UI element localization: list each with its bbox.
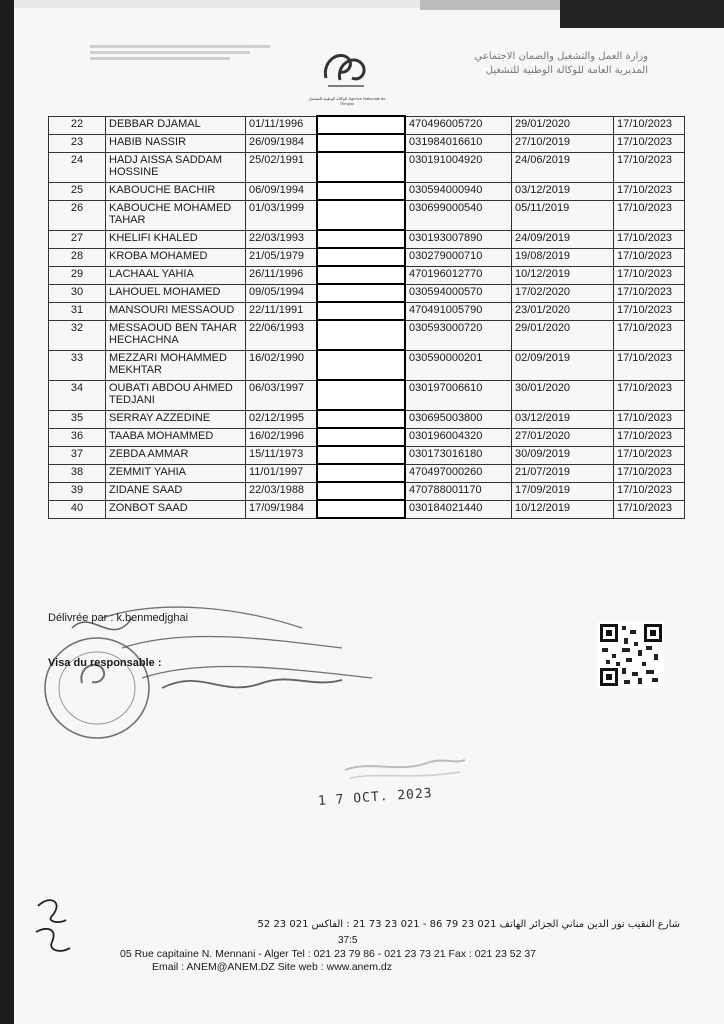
row-number: 34 bbox=[49, 380, 106, 410]
beneficiary-name: KABOUCHE MOHAMED TAHAR bbox=[106, 200, 246, 230]
issue-date: 17/10/2023 bbox=[614, 230, 685, 248]
birth-date: 26/11/1996 bbox=[246, 266, 318, 284]
issue-date: 17/10/2023 bbox=[614, 116, 685, 134]
issue-date: 17/10/2023 bbox=[614, 302, 685, 320]
beneficiary-name: MEZZARI MOHAMMED MEKHTAR bbox=[106, 350, 246, 380]
row-number: 31 bbox=[49, 302, 106, 320]
issue-date: 17/10/2023 bbox=[614, 482, 685, 500]
table-row bbox=[49, 302, 685, 320]
registration-date: 21/07/2019 bbox=[512, 464, 614, 482]
row-number: 23 bbox=[49, 134, 106, 152]
ministry-name: وزارة العمل والتشغيل والضمان الاجتماعي bbox=[474, 51, 648, 62]
registration-date: 30/01/2020 bbox=[512, 380, 614, 410]
registration-number: 470788001170 bbox=[405, 482, 512, 500]
birth-date: 16/02/1996 bbox=[246, 428, 318, 446]
registration-number: 030594000940 bbox=[405, 182, 512, 200]
registration-date: 10/12/2019 bbox=[512, 500, 614, 518]
issue-date: 17/10/2023 bbox=[614, 410, 685, 428]
table-row bbox=[49, 410, 685, 428]
table-row bbox=[49, 500, 685, 518]
footer-arabic: شارع النقيب نور الدين مناني الجزائر الهاتف 021 23 79 86 - 021 23 73 21 : الفاكس 021 23 52 bbox=[257, 919, 680, 930]
birth-date: 11/01/1997 bbox=[246, 464, 318, 482]
table-row bbox=[49, 320, 685, 350]
table-row bbox=[49, 482, 685, 500]
table-row bbox=[49, 116, 685, 134]
table-row bbox=[49, 350, 685, 380]
row-number: 30 bbox=[49, 284, 106, 302]
birth-date: 09/05/1994 bbox=[246, 284, 318, 302]
table-row bbox=[49, 464, 685, 482]
beneficiary-name: DEBBAR DJAMAL bbox=[106, 116, 246, 134]
registration-date: 17/02/2020 bbox=[512, 284, 614, 302]
issue-date: 17/10/2023 bbox=[614, 284, 685, 302]
issue-date: 17/10/2023 bbox=[614, 500, 685, 518]
issue-date: 17/10/2023 bbox=[614, 182, 685, 200]
beneficiary-name: KABOUCHE BACHIR bbox=[106, 182, 246, 200]
birth-date: 21/05/1979 bbox=[246, 248, 318, 266]
registration-date: 02/09/2019 bbox=[512, 350, 614, 380]
delivered-by: Délivrée par : k.benmedjghai bbox=[48, 612, 189, 624]
birth-date: 16/02/1990 bbox=[246, 350, 318, 380]
registration-number: 030695003800 bbox=[405, 410, 512, 428]
registration-date: 03/12/2019 bbox=[512, 182, 614, 200]
row-number: 32 bbox=[49, 320, 106, 350]
header-right-arabic bbox=[418, 50, 648, 78]
table-row bbox=[49, 182, 685, 200]
table-row bbox=[49, 266, 685, 284]
beneficiary-name: ZEBDA AMMAR bbox=[106, 446, 246, 464]
agency-name: المديرية العامة للوكالة الوطنية للتشغيل bbox=[485, 65, 648, 76]
beneficiary-name: KHELIFI KHALED bbox=[106, 230, 246, 248]
birth-date: 26/09/1984 bbox=[246, 134, 318, 152]
redacted-cell bbox=[317, 230, 405, 248]
beneficiary-name: HADJ AISSA SADDAM HOSSINE bbox=[106, 152, 246, 182]
responsible-visa: Visa du responsable : bbox=[48, 657, 162, 669]
registration-number: 030173016180 bbox=[405, 446, 512, 464]
footer-arabic-tail: 37:5 bbox=[338, 935, 358, 946]
registration-number: 030191004920 bbox=[405, 152, 512, 182]
redacted-cell bbox=[317, 446, 405, 464]
registration-number: 030196004320 bbox=[405, 428, 512, 446]
registration-date: 05/11/2019 bbox=[512, 200, 614, 230]
registration-number: 030279000710 bbox=[405, 248, 512, 266]
issue-date: 17/10/2023 bbox=[614, 248, 685, 266]
scan-edge-top bbox=[560, 0, 724, 28]
registration-date: 23/01/2020 bbox=[512, 302, 614, 320]
birth-date: 22/03/1993 bbox=[246, 230, 318, 248]
table-row bbox=[49, 380, 685, 410]
header-left-faint-text bbox=[90, 42, 290, 60]
birth-date: 22/11/1991 bbox=[246, 302, 318, 320]
redacted-cell bbox=[317, 482, 405, 500]
registration-date: 03/12/2019 bbox=[512, 410, 614, 428]
table-row bbox=[49, 134, 685, 152]
registration-number: 470496005720 bbox=[405, 116, 512, 134]
row-number: 35 bbox=[49, 410, 106, 428]
row-number: 27 bbox=[49, 230, 106, 248]
registration-number: 030590000201 bbox=[405, 350, 512, 380]
registration-date: 30/09/2019 bbox=[512, 446, 614, 464]
table-row bbox=[49, 428, 685, 446]
registration-number: 030594000570 bbox=[405, 284, 512, 302]
registration-date: 10/12/2019 bbox=[512, 266, 614, 284]
redacted-cell bbox=[317, 116, 405, 134]
table-row bbox=[49, 284, 685, 302]
redacted-cell bbox=[317, 248, 405, 266]
row-number: 38 bbox=[49, 464, 106, 482]
registration-date: 27/01/2020 bbox=[512, 428, 614, 446]
row-number: 36 bbox=[49, 428, 106, 446]
anem-logo-icon bbox=[318, 44, 374, 96]
birth-date: 01/03/1999 bbox=[246, 200, 318, 230]
beneficiary-name: KROBA MOHAMED bbox=[106, 248, 246, 266]
date-stamp: 1 7 OCT. 2023 bbox=[317, 786, 434, 809]
beneficiary-name: MANSOURI MESSAOUD bbox=[106, 302, 246, 320]
row-number: 37 bbox=[49, 446, 106, 464]
registration-number: 031984016610 bbox=[405, 134, 512, 152]
redacted-cell bbox=[317, 380, 405, 410]
beneficiaries-table bbox=[48, 115, 685, 519]
registration-date: 24/09/2019 bbox=[512, 230, 614, 248]
registration-date: 27/10/2019 bbox=[512, 134, 614, 152]
redacted-cell bbox=[317, 266, 405, 284]
faint-arabic-stamp bbox=[340, 750, 470, 784]
registration-date: 29/01/2020 bbox=[512, 116, 614, 134]
birth-date: 06/03/1997 bbox=[246, 380, 318, 410]
birth-date: 15/11/1973 bbox=[246, 446, 318, 464]
footer-contact: Email : ANEM@ANEM.DZ Site web : www.anem.dz bbox=[152, 961, 392, 973]
beneficiary-name: SERRAY AZZEDINE bbox=[106, 410, 246, 428]
handwritten-mark bbox=[30, 892, 90, 962]
birth-date: 22/03/1988 bbox=[246, 482, 318, 500]
issue-date: 17/10/2023 bbox=[614, 152, 685, 182]
row-number: 24 bbox=[49, 152, 106, 182]
row-number: 28 bbox=[49, 248, 106, 266]
beneficiary-name: OUBATI ABDOU AHMED TEDJANI bbox=[106, 380, 246, 410]
redacted-cell bbox=[317, 500, 405, 518]
beneficiary-name: TAABA MOHAMMED bbox=[106, 428, 246, 446]
footer-address bbox=[90, 918, 690, 973]
table-row bbox=[49, 248, 685, 266]
registration-number: 030593000720 bbox=[405, 320, 512, 350]
registration-date: 17/09/2019 bbox=[512, 482, 614, 500]
registration-number: 470497000260 bbox=[405, 464, 512, 482]
registration-number: 030699000540 bbox=[405, 200, 512, 230]
issue-date: 17/10/2023 bbox=[614, 134, 685, 152]
registration-date: 29/01/2020 bbox=[512, 320, 614, 350]
logo-caption: الوكالة الوطنية للتشغيل Agence Nationale de l'Emploi bbox=[308, 96, 386, 106]
redacted-cell bbox=[317, 428, 405, 446]
row-number: 33 bbox=[49, 350, 106, 380]
redacted-cell bbox=[317, 152, 405, 182]
registration-number: 470196012770 bbox=[405, 266, 512, 284]
registration-number: 030193007890 bbox=[405, 230, 512, 248]
qr-code-icon bbox=[598, 622, 664, 688]
row-number: 22 bbox=[49, 116, 106, 134]
redacted-cell bbox=[317, 182, 405, 200]
row-number: 39 bbox=[49, 482, 106, 500]
birth-date: 25/02/1991 bbox=[246, 152, 318, 182]
beneficiary-name: LAHOUEL MOHAMED bbox=[106, 284, 246, 302]
redacted-cell bbox=[317, 302, 405, 320]
row-number: 25 bbox=[49, 182, 106, 200]
table-row bbox=[49, 446, 685, 464]
beneficiary-name: HABIB NASSIR bbox=[106, 134, 246, 152]
footer-french: 05 Rue capitaine N. Mennani - Alger Tel : 021 23 79 86 - 021 23 73 21 Fax : 021 23 52 37 bbox=[120, 948, 537, 960]
issue-date: 17/10/2023 bbox=[614, 464, 685, 482]
redacted-cell bbox=[317, 320, 405, 350]
issue-date: 17/10/2023 bbox=[614, 446, 685, 464]
redacted-cell bbox=[317, 134, 405, 152]
birth-date: 17/09/1984 bbox=[246, 500, 318, 518]
row-number: 29 bbox=[49, 266, 106, 284]
redacted-cell bbox=[317, 464, 405, 482]
issue-date: 17/10/2023 bbox=[614, 320, 685, 350]
birth-date: 06/09/1994 bbox=[246, 182, 318, 200]
redacted-cell bbox=[317, 350, 405, 380]
registration-number: 470491005790 bbox=[405, 302, 512, 320]
redacted-cell bbox=[317, 410, 405, 428]
table-row bbox=[49, 230, 685, 248]
registration-date: 24/06/2019 bbox=[512, 152, 614, 182]
registration-date: 19/08/2019 bbox=[512, 248, 614, 266]
registration-number: 030197006610 bbox=[405, 380, 512, 410]
redacted-cell bbox=[317, 200, 405, 230]
birth-date: 01/11/1996 bbox=[246, 116, 318, 134]
redacted-cell bbox=[317, 284, 405, 302]
row-number: 26 bbox=[49, 200, 106, 230]
beneficiary-name: LACHAAL YAHIA bbox=[106, 266, 246, 284]
scan-edge-top-light bbox=[420, 0, 560, 10]
birth-date: 02/12/1995 bbox=[246, 410, 318, 428]
beneficiary-name: ZIDANE SAAD bbox=[106, 482, 246, 500]
beneficiary-name: ZONBOT SAAD bbox=[106, 500, 246, 518]
issue-date: 17/10/2023 bbox=[614, 200, 685, 230]
table-row bbox=[49, 152, 685, 182]
registration-number: 030184021440 bbox=[405, 500, 512, 518]
row-number: 40 bbox=[49, 500, 106, 518]
scan-edge-left bbox=[0, 0, 14, 1024]
table-row bbox=[49, 200, 685, 230]
beneficiary-name: ZEMMIT YAHIA bbox=[106, 464, 246, 482]
birth-date: 22/06/1993 bbox=[246, 320, 318, 350]
beneficiary-name: MESSAOUD BEN TAHAR HECHACHNA bbox=[106, 320, 246, 350]
issue-date: 17/10/2023 bbox=[614, 350, 685, 380]
issue-date: 17/10/2023 bbox=[614, 266, 685, 284]
issue-date: 17/10/2023 bbox=[614, 380, 685, 410]
issue-date: 17/10/2023 bbox=[614, 428, 685, 446]
